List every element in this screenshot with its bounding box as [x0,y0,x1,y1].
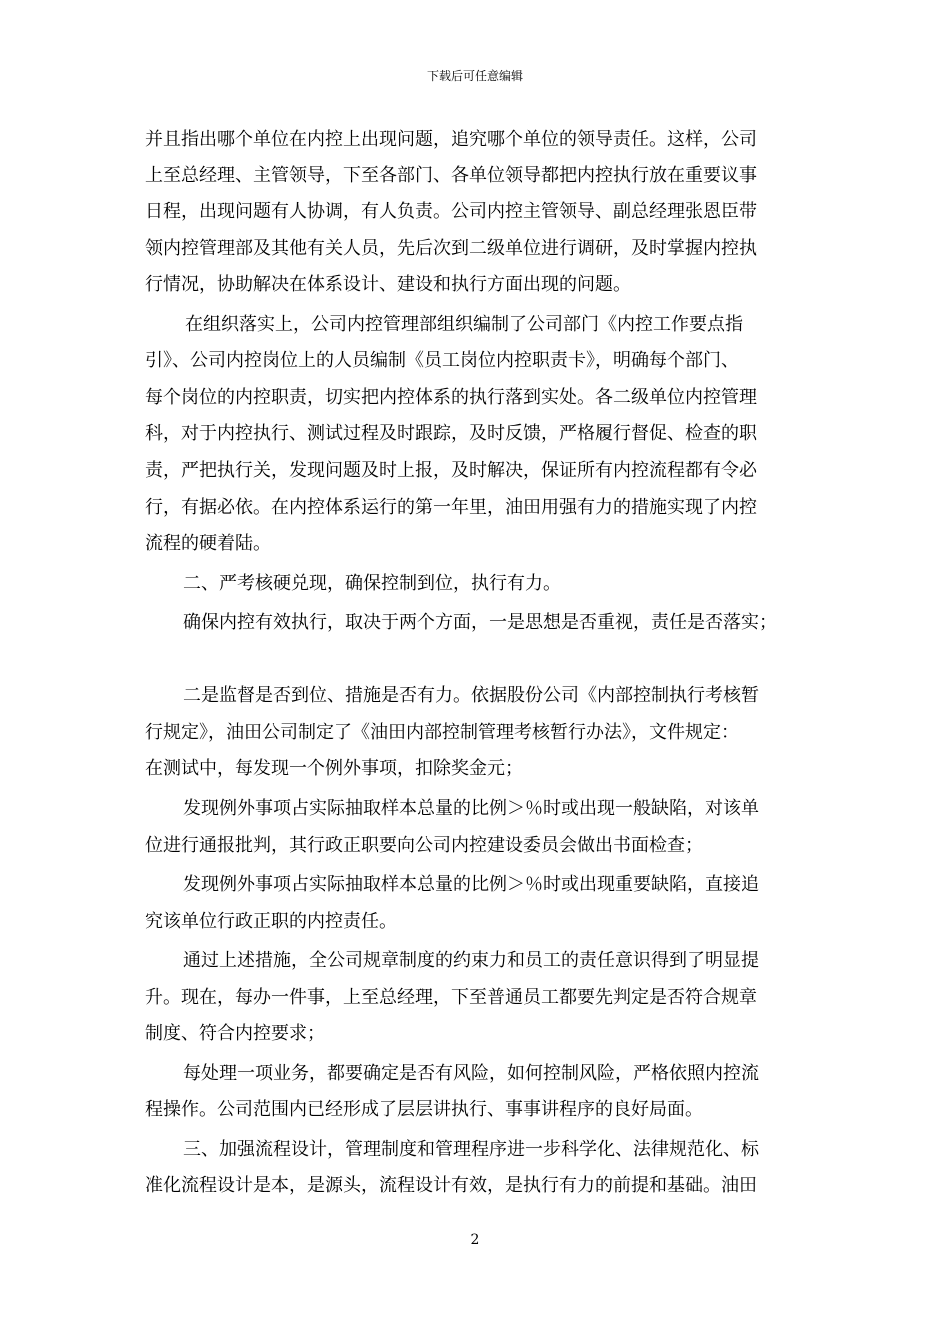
text-line: 发现例外事项占实际抽取样本总量的比例＞％时或出现一般缺陷，对该单 [183,798,759,819]
text-line: 升。现在，每办一件事，上至总经理，下至普通员工都要先判定是否符合规章 [145,987,757,1008]
text-line: 三、加强流程设计，管理制度和管理程序进一步科学化、法律规范化、标 [183,1139,759,1160]
text-line: 二是监督是否到位、措施是否有力。依据股份公司《内部控制执行考核暂 [183,685,759,706]
text-line: 每处理一项业务，都要确定是否有风险，如何控制风险，严格依照内控流 [183,1063,759,1084]
text-line: 行情况，协助解决在体系设计、建设和执行方面出现的问题。 [145,274,631,295]
text-line: 并且指出哪个单位在内控上出现问题，追究哪个单位的领导责任。这样，公司 [145,129,757,150]
text-line: 日程，出现问题有人协调，有人负责。公司内控主管领导、副总经理张恩臣带 [145,201,757,222]
text-line: 通过上述措施，全公司规章制度的约束力和员工的责任意识得到了明显提 [183,950,759,971]
text-line: 二、严考核硬兑现，确保控制到位，执行有力。 [183,573,561,594]
text-line: 在组织落实上，公司内控管理部组织编制了公司部门《内控工作要点指 [185,314,743,335]
text-line: 在测试中，每发现一个例外事项，扣除奖金元； [145,758,523,779]
text-line: 制度、符合内控要求； [145,1023,325,1044]
text-line: 究该单位行政正职的内控责任。 [145,911,397,932]
text-line: 行，有据必依。在内控体系运行的第一年里，油田用强有力的措施实现了内控 [145,497,757,518]
text-line: 领内控管理部及其他有关人员，先后次到二级单位进行调研，及时掌握内控执 [145,238,757,259]
page-number: 2 [470,1232,480,1248]
text-line: 每个岗位的内控职责，切实把内控体系的执行落到实处。各二级单位内控管理 [145,387,757,408]
text-line: 引》、公司内控岗位上的人员编制《员工岗位内控职责卡》，明确每个部门、 [145,350,739,371]
page-header: 下载后可任意编辑 [426,69,523,83]
text-line: 位进行通报批判，其行政正职要向公司内控建设委员会做出书面检查； [145,835,703,856]
text-line: 发现例外事项占实际抽取样本总量的比例＞％时或出现重要缺陷，直接追 [183,874,759,895]
text-line: 行规定》，油田公司制定了《油田内部控制管理考核暂行办法》，文件规定： [145,722,739,743]
text-line: 确保内控有效执行，取决于两个方面，一是思想是否重视，责任是否落实； [183,612,777,633]
text-line: 上至总经理、主管领导，下至各部门、各单位领导都把内控执行放在重要议事 [145,165,757,186]
text-line: 程操作。公司范围内已经形成了层层讲执行、事事讲程序的良好局面。 [145,1099,703,1120]
text-line: 准化流程设计是本，是源头，流程设计有效，是执行有力的前提和基础。油田 [145,1175,757,1196]
text-line: 流程的硬着陆。 [145,533,271,554]
text-line: 科，对于内控执行、测试过程及时跟踪，及时反馈，严格履行督促、检查的职 [145,423,757,444]
text-line: 责，严把执行关，发现问题及时上报，及时解决，保证所有内控流程都有令必 [145,460,757,481]
